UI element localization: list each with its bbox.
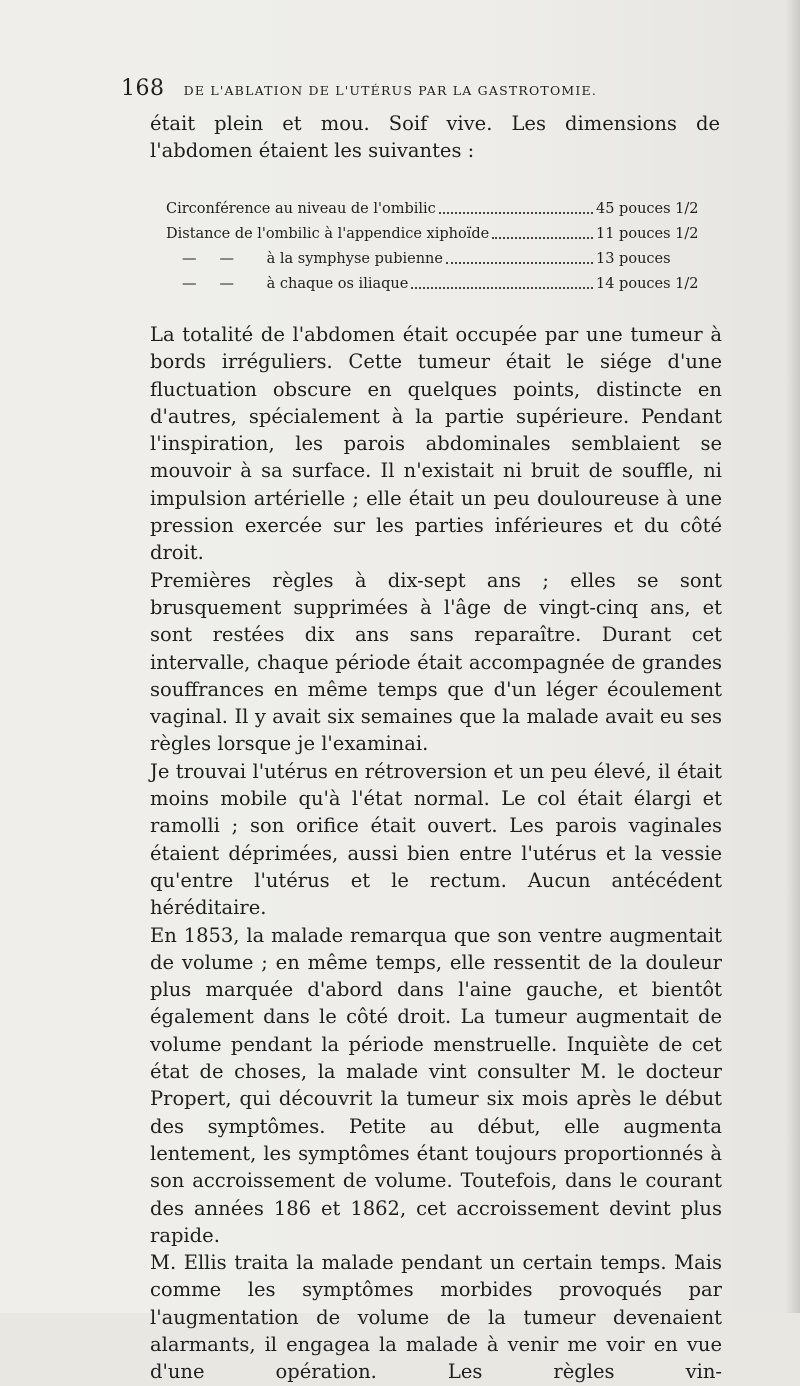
ditto-marks: — —	[182, 276, 235, 292]
running-title: DE L'ABLATION DE L'UTÉRUS PAR LA GASTROTOMIE.	[183, 83, 598, 98]
page-number: 168	[121, 76, 165, 101]
measurement-value: 45 pouces 1/2	[596, 201, 699, 217]
paragraph: Je trouvai l'utérus en rétroversion et un peu élevé, il était moins mobile qu'à l'état normal. Le col était élargi et ramolli ; son orifice était ouvert. Les parois vaginales étaient déprimées, aussi bien entre l'utérus et la vessie qu'entre l'utérus et le rectum. Aucun antécédent héréditaire.	[150, 759, 722, 920]
running-header	[121, 76, 721, 101]
measurement-label: à chaque os iliaque	[266, 276, 409, 292]
leader-dots	[411, 272, 593, 289]
measurements-table	[166, 197, 714, 297]
measurement-value: 14 pouces 1/2	[596, 276, 699, 292]
page-edge-shadow	[786, 0, 800, 1313]
measurement-row	[166, 197, 714, 222]
measurement-value: 13 pouces	[596, 251, 671, 267]
measurement-label: à la symphyse pubienne	[266, 251, 443, 267]
leader-dots	[439, 197, 593, 214]
intro-text-block	[150, 110, 720, 164]
measurement-label-wrapper	[182, 272, 408, 297]
leader-dots	[446, 247, 593, 264]
ditto-marks: — —	[182, 251, 235, 267]
paragraph: La totalité de l'abdomen était occupée par une tumeur à bords irréguliers. Cette tumeur était le siége d'une fluctuation obscure en quelques points, distincte en d'autres, spécialement à la partie supérieure. Pendant l'inspiration, les parois abdominales semblaient se mouvoir à sa surface. Il n'existait ni bruit de souffle, ni impulsion artérielle ; elle était un peu douloureuse à une pression exercée sur les parties inférieures et du côté droit.	[150, 323, 722, 565]
intro-paragraph: était plein et mou. Soif vive. Les dimensions de l'abdomen étaient les suivantes :	[150, 112, 720, 162]
body-text	[150, 321, 722, 1386]
measurement-row	[166, 222, 714, 247]
paragraph: Premières règles à dix-sept ans ; elles se sont brusquement supprimées à l'âge de vingt-cinq ans, et sont restées dix ans sans reparaître. Durant cet intervalle, chaque période était accompagnée de grandes souffrances en même temps que d'un léger écoulement vaginal. Il y avait six semaines que la malade avait eu ses règles lorsque je l'examinai.	[150, 568, 722, 756]
measurement-value: 11 pouces 1/2	[596, 226, 699, 242]
measurement-row	[166, 247, 714, 272]
measurement-label: Circonférence au niveau de l'ombilic	[166, 201, 436, 217]
paragraph: En 1853, la malade remarqua que son ventre augmentait de volume ; en même temps, elle ressentit de la douleur plus marquée d'abord dans l'aine gauche, et bientôt également dans le côté droit. La tumeur augmentait de volume pendant la période menstruelle. Inquiète de cet état de choses, la malade vint consulter M. le docteur Propert, qui découvrit la tumeur six mois après le début des symptômes. Petite au début, elle augmenta lentement, les symptômes étant toujours proportionnés à son accroissement de volume. Toutefois, dans le courant des années 186 et 1862, cet accroissement devint plus rapide.	[150, 923, 722, 1247]
leader-dots	[492, 222, 593, 239]
paragraph: M. Ellis traita la malade pendant un certain temps. Mais comme les symptômes morbides provoqués par l'augmentation de volume de la tumeur devenaient alarmants, il engagea la malade à venir me voir en vue d'une opération. Les règles vin-	[150, 1251, 722, 1384]
measurement-label: Distance de l'ombilic à l'appendice xiphoïde	[166, 226, 490, 242]
measurement-row	[166, 272, 714, 297]
measurement-label-wrapper	[182, 247, 443, 272]
